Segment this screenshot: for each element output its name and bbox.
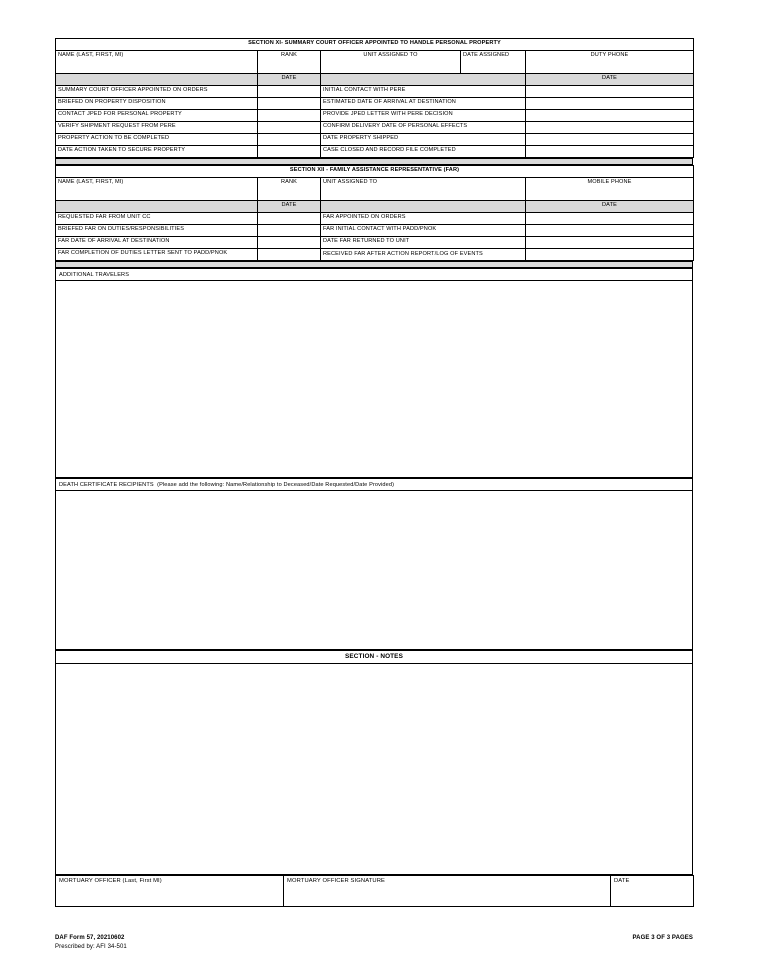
mortuary-officer-signature-label: MORTUARY OFFICER SIGNATURE: [287, 878, 386, 884]
section-xi-title: SECTION XI- SUMMARY COURT OFFICER APPOINTED TO HANDLE PERSONAL PROPERTY: [56, 39, 694, 51]
notes-field[interactable]: [55, 664, 693, 875]
section-xii-rank-header: RANK: [258, 178, 321, 201]
mortuary-officer-date-label: DATE: [614, 878, 630, 884]
section-xii-header-row: [56, 178, 694, 201]
section-xii-title-row: [56, 166, 694, 178]
checklist-label: PROPERTY ACTION TO BE COMPLETED: [56, 134, 258, 146]
section-xii-name-header: NAME (LAST, FIRST, MI): [56, 178, 258, 201]
mortuary-officer-signature-cell[interactable]: [284, 876, 611, 907]
section-xi-checklist-row: [56, 122, 694, 134]
section-xi-date-label-1: DATE: [258, 74, 321, 86]
section-xi-duty-phone-header: DUTY PHONE: [526, 51, 694, 74]
section-xii-date-row: [56, 201, 694, 213]
section-xi-rank-header: RANK: [258, 51, 321, 74]
checklist-date-field[interactable]: [526, 225, 694, 237]
section-xii-date-row-blank-mid: [321, 201, 526, 213]
checklist-label: CONFIRM DELIVERY DATE OF PERSONAL EFFECTS: [321, 122, 526, 134]
section-xi-checklist-row: [56, 110, 694, 122]
section-xi-date-label-2: DATE: [526, 74, 694, 86]
checklist-date-field[interactable]: [526, 110, 694, 122]
checklist-label: FAR DATE OF ARRIVAL AT DESTINATION: [56, 237, 258, 249]
checklist-date-field[interactable]: [526, 249, 694, 261]
signature-block-table: [55, 875, 694, 907]
death-certificate-recipients-field[interactable]: [55, 491, 693, 650]
checklist-label: DATE FAR RETURNED TO UNIT: [321, 237, 526, 249]
section-xi-date-row-blank-mid: [321, 74, 526, 86]
signature-block-row: [56, 876, 694, 907]
checklist-date-field[interactable]: [258, 249, 321, 261]
checklist-label: VERIFY SHIPMENT REQUEST FROM PERE: [56, 122, 258, 134]
footer-top-row: [55, 935, 693, 941]
checklist-label: ESTIMATED DATE OF ARRIVAL AT DESTINATION: [321, 98, 526, 110]
death-certificate-instructions: (Please add the following: Name/Relationship to Deceased/Date Requested/Date Provided): [157, 481, 395, 488]
checklist-date-field[interactable]: [258, 134, 321, 146]
section-xii-title: SECTION XII - FAMILY ASSISTANCE REPRESENTATIVE (FAR): [56, 166, 694, 178]
section-xii-date-row-blank-left: [56, 201, 258, 213]
death-certificate-label-text: DEATH CERTIFICATE RECIPIENTS: [59, 481, 154, 488]
section-xi-checklist-row: [56, 98, 694, 110]
section-xi-table: [55, 38, 694, 158]
section-xii-checklist-row: [56, 237, 694, 249]
section-xii-checklist-row: [56, 213, 694, 225]
checklist-date-field[interactable]: [258, 110, 321, 122]
checklist-date-field[interactable]: [258, 237, 321, 249]
section-separator-band-1: [55, 158, 693, 165]
section-xii-mobile-phone-header: MOBILE PHONE: [526, 178, 694, 201]
notes-title: SECTION - NOTES: [55, 650, 693, 664]
section-xi-unit-header: UNIT ASSIGNED TO: [321, 51, 461, 74]
checklist-label: DATE ACTION TAKEN TO SECURE PROPERTY: [56, 146, 258, 158]
section-xi-checklist-row: [56, 86, 694, 98]
checklist-label: SUMMARY COURT OFFICER APPOINTED ON ORDERS: [56, 86, 258, 98]
section-xii-table: [55, 165, 694, 261]
checklist-label: PROVIDE JPED LETTER WITH PERE DECISION: [321, 110, 526, 122]
section-xii-date-label-1: DATE: [258, 201, 321, 213]
section-xii-date-label-2: DATE: [526, 201, 694, 213]
mortuary-officer-date-cell[interactable]: [611, 876, 694, 907]
checklist-label: BRIEFED FAR ON DUTIES/RESPONSIBILITIES: [56, 225, 258, 237]
form-id: DAF Form 57, 20210602: [55, 935, 125, 941]
checklist-date-field[interactable]: [526, 122, 694, 134]
checklist-label: FAR COMPLETION OF DUTIES LETTER SENT TO PADD/PNOK: [56, 249, 258, 261]
section-xi-title-row: [56, 39, 694, 51]
checklist-label: FAR APPOINTED ON ORDERS: [321, 213, 526, 225]
mortuary-officer-name-cell[interactable]: [56, 876, 284, 907]
page-number: PAGE 3 OF 3 PAGES: [632, 935, 693, 941]
checklist-date-field[interactable]: [526, 98, 694, 110]
checklist-date-field[interactable]: [526, 146, 694, 158]
section-xii-checklist-row: [56, 249, 694, 261]
checklist-date-field[interactable]: [258, 213, 321, 225]
death-certificate-recipients-label: [55, 478, 693, 491]
checklist-date-field[interactable]: [526, 213, 694, 225]
section-xi-checklist-row: [56, 134, 694, 146]
section-xi-name-header: NAME (LAST, FIRST, MI): [56, 51, 258, 74]
form-body: [55, 38, 693, 907]
checklist-date-field[interactable]: [258, 225, 321, 237]
section-xi-date-assigned-header: DATE ASSIGNED: [461, 51, 526, 74]
additional-travelers-field[interactable]: [55, 281, 693, 478]
checklist-date-field[interactable]: [526, 134, 694, 146]
checklist-label: BRIEFED ON PROPERTY DISPOSITION: [56, 98, 258, 110]
section-separator-band-2: [55, 261, 693, 268]
checklist-date-field[interactable]: [258, 122, 321, 134]
section-xi-date-row: [56, 74, 694, 86]
checklist-date-field[interactable]: [258, 98, 321, 110]
checklist-date-field[interactable]: [526, 237, 694, 249]
section-xi-header-row: [56, 51, 694, 74]
checklist-date-field[interactable]: [258, 86, 321, 98]
prescribed-by: Prescribed by: AFI 34-501: [55, 944, 127, 950]
checklist-date-field[interactable]: [526, 86, 694, 98]
additional-travelers-label: ADDITIONAL TRAVELERS: [55, 268, 693, 281]
section-xii-checklist-row: [56, 225, 694, 237]
checklist-label: FAR INITIAL CONTACT WITH PADD/PNOK: [321, 225, 526, 237]
page-footer: [55, 935, 693, 950]
checklist-label: REQUESTED FAR FROM UNIT CC: [56, 213, 258, 225]
checklist-label: DATE PROPERTY SHIPPED: [321, 134, 526, 146]
section-xi-date-row-blank-left: [56, 74, 258, 86]
mortuary-officer-name-label: MORTUARY OFFICER (Last, First MI): [59, 878, 162, 884]
checklist-label: RECEIVED FAR AFTER ACTION REPORT/LOG OF EVENTS: [321, 249, 526, 261]
checklist-date-field[interactable]: [258, 146, 321, 158]
checklist-label: INITIAL CONTACT WITH PERE: [321, 86, 526, 98]
section-xi-checklist-row: [56, 146, 694, 158]
section-xii-unit-header: UNIT ASSIGNED TO: [321, 178, 526, 201]
checklist-label: CONTACT JPED FOR PERSONAL PROPERTY: [56, 110, 258, 122]
checklist-label: CASE CLOSED AND RECORD FILE COMPLETED: [321, 146, 526, 158]
